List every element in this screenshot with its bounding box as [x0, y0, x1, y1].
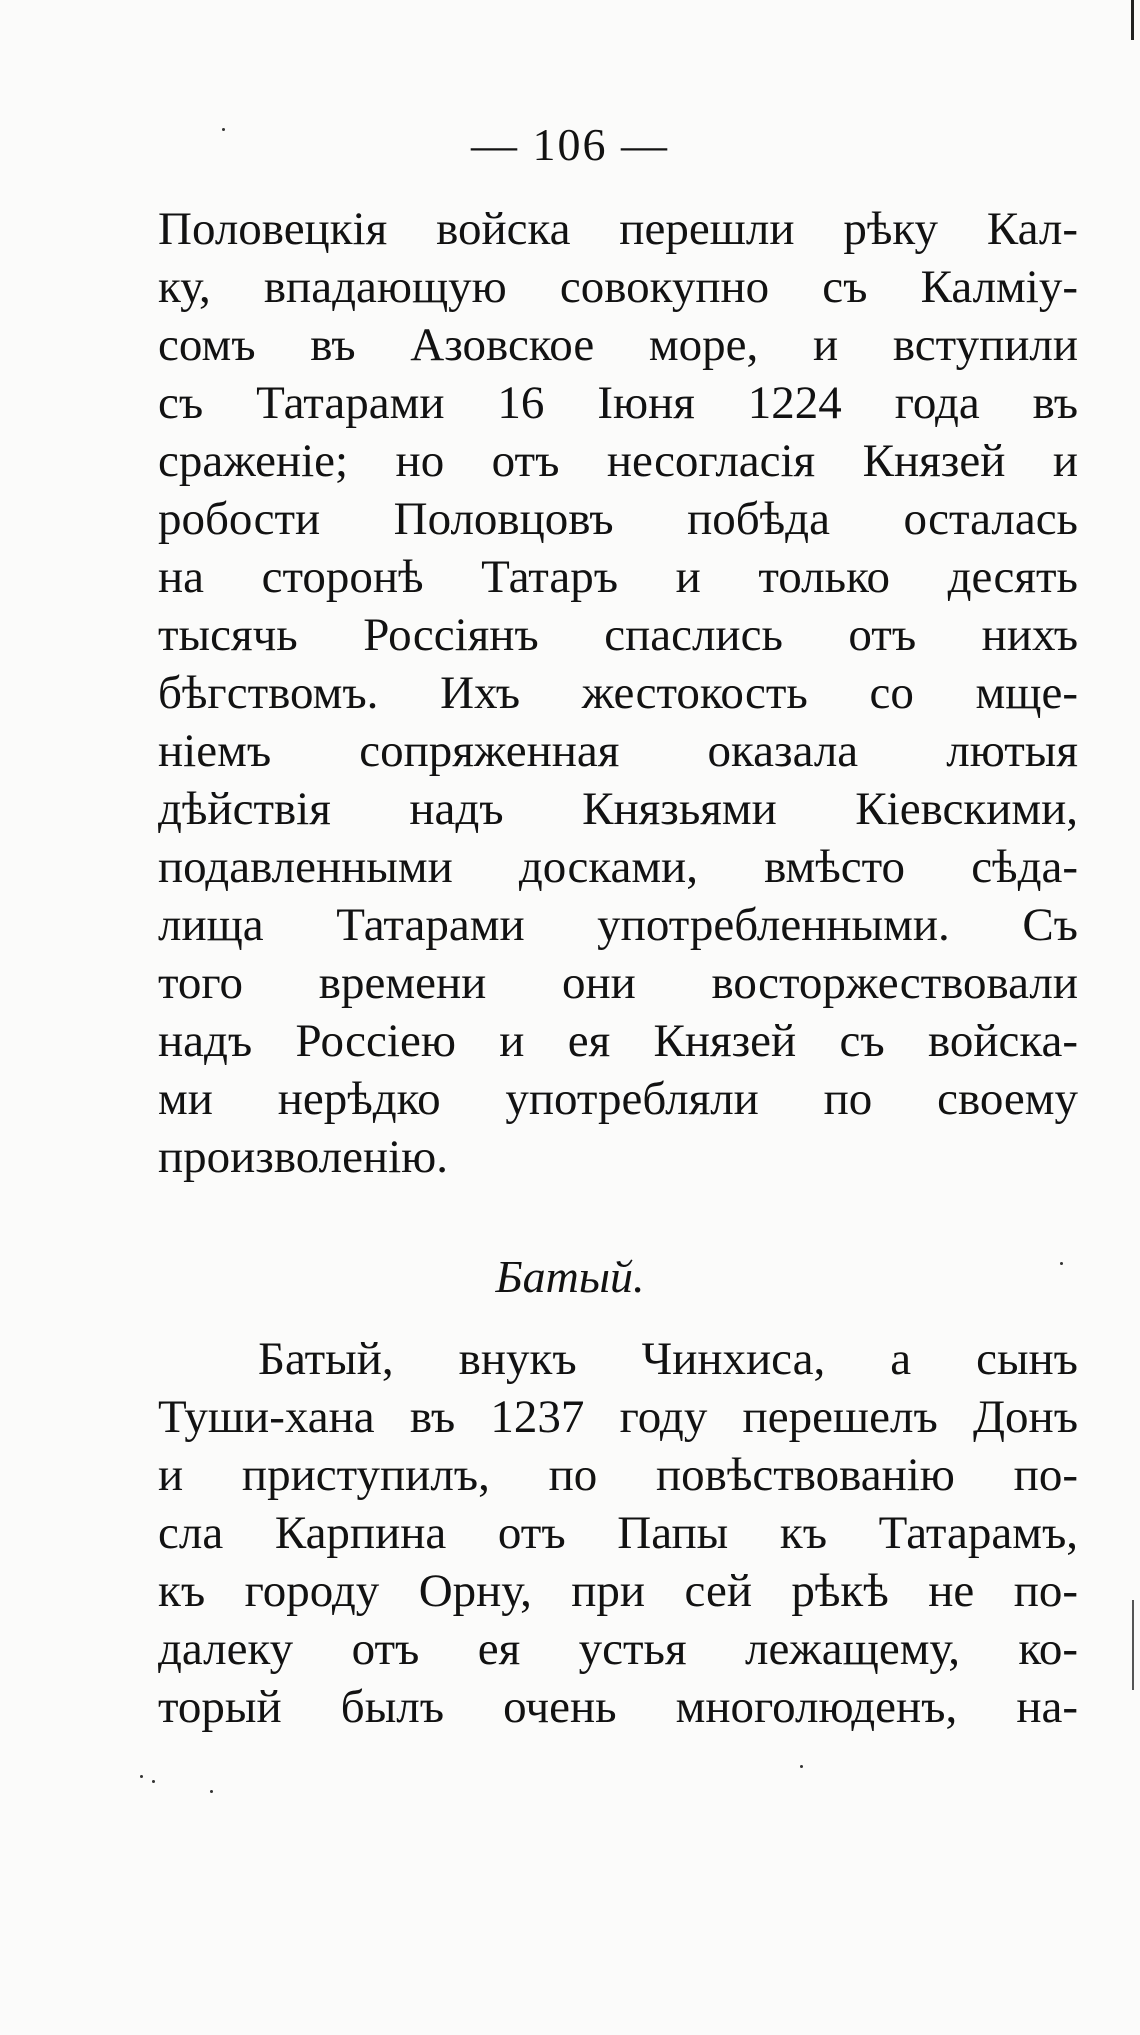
page-edge-mark-lower — [1132, 1600, 1134, 1690]
text-line: Туши-хана въ 1237 году перешелъ Донъ — [158, 1391, 1078, 1443]
print-speck — [210, 1790, 213, 1793]
print-speck — [152, 1780, 155, 1783]
text-line: къ городу Орну, при сей рѣкѣ не по- — [158, 1565, 1078, 1617]
print-speck — [1060, 1262, 1063, 1265]
text-line: ніемъ сопряженная оказала лютыя — [158, 725, 1078, 777]
text-line: торый былъ очень многолюденъ, на- — [158, 1681, 1078, 1733]
text-line: бѣгствомъ. Ихъ жестокость со мще- — [158, 667, 1078, 719]
section-heading: Батый. — [495, 1251, 645, 1302]
text-line: сраженіе; но отъ несогласія Князей и — [158, 435, 1078, 487]
page-number: — 106 — — [471, 119, 669, 170]
text-line: тысячь Россіянъ спаслись отъ нихъ — [158, 609, 1078, 661]
text-line: сомъ въ Азовское море, и вступили — [158, 319, 1078, 371]
text-line: ми нерѣдко употребляли по своему — [158, 1073, 1078, 1125]
text-line: Половецкія войска перешли рѣку Кал- — [158, 203, 1078, 255]
print-speck — [140, 1775, 143, 1778]
text-line: произволенію. — [158, 1131, 449, 1183]
page-edge-mark — [1131, 0, 1134, 40]
text-line: и приступилъ, по повѣствованію по- — [158, 1449, 1078, 1501]
text-line: того времени они восторжествовали — [158, 957, 1078, 1009]
print-speck — [800, 1765, 803, 1768]
paragraph-2 — [158, 1330, 1078, 1736]
text-line: дѣйствія надъ Князьями Кіевскими, — [158, 783, 1078, 835]
text-line: ку, впадающую совокупно съ Калміу- — [158, 261, 1078, 313]
text-line: сла Карпина отъ Папы къ Татарамъ, — [158, 1507, 1078, 1559]
text-line: на сторонѣ Татаръ и только десять — [158, 551, 1078, 603]
text-line: лища Татарами употребленными. Съ — [158, 899, 1078, 951]
text-line: Батый, внукъ Чинхиса, а сынъ — [258, 1333, 1078, 1385]
text-line: далеку отъ ея устья лежащему, ко- — [158, 1623, 1078, 1675]
text-line: надъ Россіею и ея Князей съ войска- — [158, 1015, 1078, 1067]
text-line: робости Половцовъ побѣда осталась — [158, 493, 1078, 545]
print-speck — [222, 128, 225, 131]
paragraph-1 — [158, 200, 1078, 1186]
text-line: съ Татарами 16 Іюня 1224 года въ — [158, 377, 1078, 429]
text-line: подавленными досками, вмѣсто сѣда- — [158, 841, 1078, 893]
